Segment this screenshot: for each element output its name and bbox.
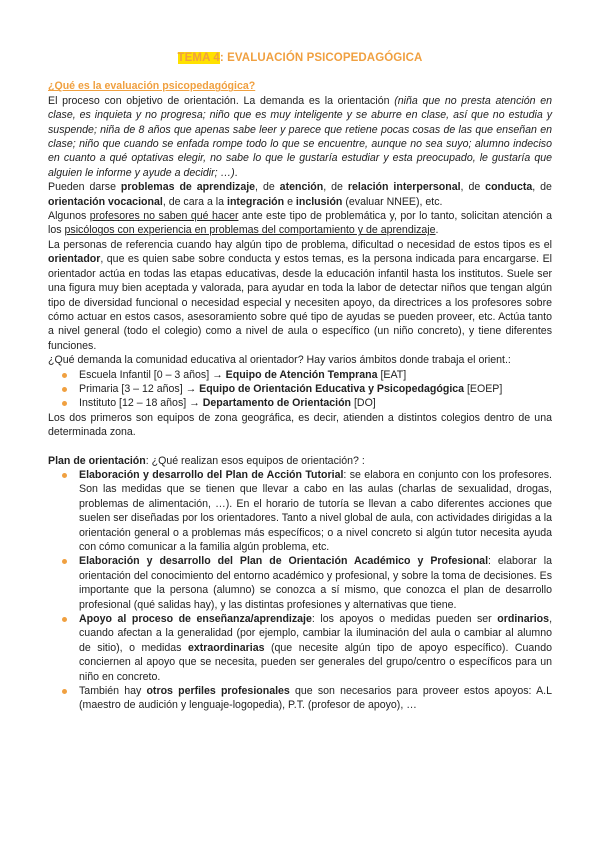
paragraph-text: (evaluar NNEE), etc. <box>342 195 443 208</box>
item-text: que son necesarios para proveer estos apoyos: A.L (maestro de audición y lenguaje-logopedia), P.T. (profesor de apoyo), … <box>79 685 552 712</box>
paragraph-text: . <box>234 166 238 179</box>
list-item <box>61 396 552 410</box>
paragraph-text: , de <box>323 181 348 194</box>
bold-term: orientador <box>48 253 101 266</box>
paragraph-text: , de <box>255 181 280 194</box>
paragraph-text: Algunos <box>48 210 90 223</box>
document-title <box>48 51 552 65</box>
item-text: : elaborar la orientación del conocimiento del entorno académico y profesional, y sobre la toma de decisiones. Es importante que la persona (alumno) se conozca a sí mismo, que conozca el plan de desarrollo profesional (qué salidas hay), y las distintas profesiones y alternativas que tiene. <box>79 555 552 611</box>
list-item <box>61 368 552 382</box>
stage-text: Escuela Infantil [0 – 3 años] <box>79 368 213 381</box>
paragraph-text: , de cara a la <box>162 195 228 208</box>
list-item <box>61 382 552 396</box>
item-text: : los apoyos o medidas pueden ser <box>311 613 498 626</box>
bold-term: extraordinarias <box>187 641 265 654</box>
spacer <box>48 440 552 454</box>
item-text: También hay <box>79 685 147 698</box>
section-heading: ¿Qué es la evaluación psicopedagógica? <box>48 80 256 93</box>
paragraph-professors <box>48 209 552 238</box>
paragraph-text: ante este tipo de problemática y, por lo tanto, solicitan atención a los <box>48 210 552 237</box>
paragraph-text: , de <box>460 181 486 194</box>
team-abbr: [DO] <box>351 397 376 410</box>
team-name: Departamento de Orientación <box>202 397 352 410</box>
bold-term: relación interpersonal <box>347 181 461 194</box>
team-abbr: [EAT] <box>377 368 407 381</box>
arrow: → <box>189 397 203 410</box>
bold-term: conducta <box>485 181 533 194</box>
item-text: , cuando afectan a la generalidad (por ejemplo, cambiar la iluminación del aula o cambiar al alumno de sitio), o medidas <box>79 613 553 654</box>
bold-term: inclusión <box>295 195 343 208</box>
paragraph-orientador <box>48 238 552 353</box>
bold-term: otros perfiles profesionales <box>146 685 290 698</box>
bold-term: Apoyo al proceso de enseñanza/aprendizaje <box>79 613 312 626</box>
paragraph-text: . <box>435 224 439 237</box>
bold-term: atención <box>279 181 324 194</box>
team-abbr: [EOEP] <box>464 382 503 395</box>
paragraph-text: , de <box>532 181 552 194</box>
paragraph-definition <box>48 94 552 180</box>
team-name: Equipo de Atención Temprana <box>225 368 378 381</box>
paragraph-text: El proceso con objetivo de orientación. La demanda es la orientación <box>48 94 395 107</box>
levels-list <box>48 368 552 411</box>
item-text: (que necesite algún tipo de apoyo específico). Cuando conciernen al apoyo que se necesita, pueden ser generales del grupo/centro o específicos para un niño en concreto. <box>79 641 552 683</box>
list-item <box>61 554 552 612</box>
arrow: → <box>185 382 200 395</box>
list-item <box>61 468 552 554</box>
list-item <box>61 684 552 713</box>
paragraph-text: Pueden darse <box>48 181 121 194</box>
bold-term: Plan de orientación <box>48 454 146 467</box>
underlined-term: profesores no saben qué hacer <box>89 210 239 223</box>
bold-term: Elaboración y desarrollo del Plan de Orientación Académico y Profesional <box>79 555 489 568</box>
paragraph-examples: (niña que no presta atención en clase, es inquieta y no progresa; niño que es muy inteligente y se aburre en clase, así que no estudia y suspende; niña de 8 años que apenas sabe leer y parece que retiene pocas cosas de las que enseñan en clase; niño que cuando se enfada rompe todo lo que se encuentre, aunque no sea suyo; alumno indeciso en cuanto a qué optativas elegir, no sabe lo que le gustaría estudiar y esta preocupado, le gustaría que alguien le informe y ayude a decidir; …) <box>48 94 552 179</box>
item-text: : se elabora en conjunto con los profesores. Son las medidas que se tienen que llevar a cabo en las aulas (charlas de sexualidad, drogas, problemas de alimentación, …). En el horario de tutoría se llevan a cabo diferentes acciones que suelen ser diseñadas por los orientadores. Tanto a nivel global de aula, con actividades dirigidas a la orientación general o a problemas más específicos; o a nivel concreto si algún tutor necesita ayuda con cómo comunicar a la familia algún problema, etc. <box>79 468 552 553</box>
bold-term: ordinarios <box>497 613 550 626</box>
team-name: Equipo de Orientación Educativa y Psicopedagógica <box>199 382 465 395</box>
paragraph-text: La personas de referencia cuando hay algún tipo de problema, dificultad o necesidad de estos tipos es el <box>48 238 552 251</box>
arrow: → <box>212 368 226 381</box>
underlined-term: psicólogos con experiencia en problemas del comportamiento y de aprendizaje <box>64 224 436 237</box>
paragraph-text: , que es quien sabe sobre conducta y estos temas, es la persona indicada para encargarse. El orientador actúa en todas las etapas educativas, desde la educación infantil hasta los institutos. Suele ser una figura muy bien aceptada y valorada, para ayudar en toda la labor de detectar niños que tengan algún tipo de diversidad funcional o necesidad especial y necesiten apoyo, da directrices a los profesores sobre cómo actuar en estos casos, asesoramiento sobre qué tipo de ayudas se pueden proveer, etc. Actúa tanto a nivel general (todo el colegio) como a nivel de aula o específico (un niño concreto), y tiene diferentes funciones. <box>48 253 552 352</box>
plan-list <box>48 468 552 713</box>
plan-lead <box>48 454 552 468</box>
paragraph-question: ¿Qué demanda la comunidad educativa al orientador? Hay varios ámbitos donde trabaja el orient.: <box>48 354 511 367</box>
paragraph-zones: Los dos primeros son equipos de zona geográfica, es decir, atienden a distintos colegios dentro de una determinada zona. <box>48 411 552 439</box>
stage-text: Instituto [12 – 18 años] <box>79 397 190 410</box>
paragraph-problem-types <box>48 180 552 209</box>
title-text: : EVALUACIÓN PSICOPEDAGÓGICA <box>219 52 423 64</box>
bold-term: integración <box>227 195 285 208</box>
title-highlight: TEMA 4 <box>177 52 220 64</box>
bold-term: problemas de aprendizaje <box>120 181 256 194</box>
bold-term: Elaboración y desarrollo del Plan de Acción Tutorial <box>79 468 344 481</box>
list-item <box>61 612 552 684</box>
paragraph-text: e <box>284 195 296 208</box>
paragraph-text: : ¿Qué realizan esos equipos de orientación? : <box>145 454 365 467</box>
stage-text: Primaria [3 – 12 años] <box>79 382 186 395</box>
bold-term: orientación vocacional <box>48 195 163 208</box>
